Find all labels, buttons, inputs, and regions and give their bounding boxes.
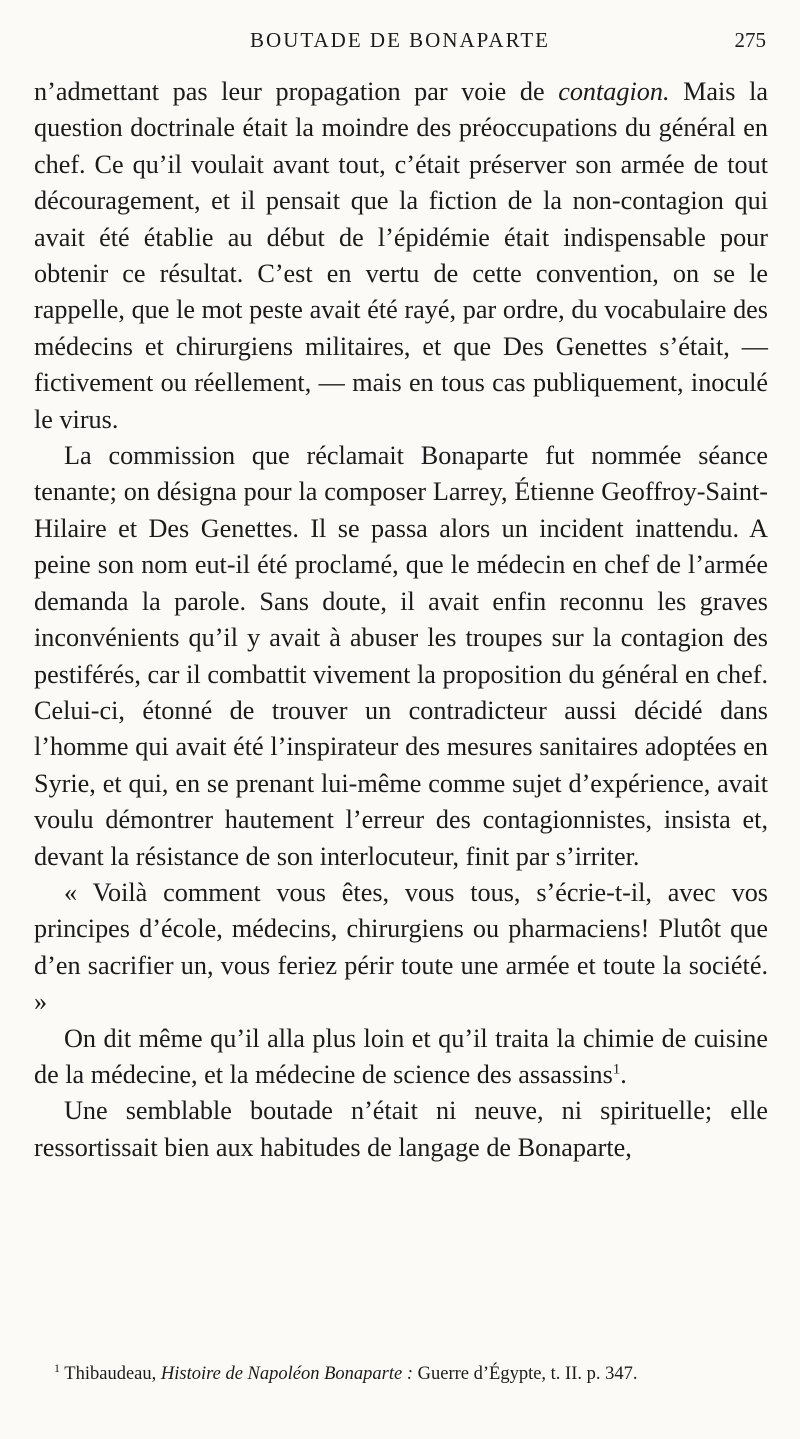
- running-head: BOUTADE DE BONAPARTE: [250, 28, 550, 52]
- paragraph-1: [34, 74, 768, 438]
- page-header: [34, 28, 766, 62]
- paragraph-4-end: .: [620, 1059, 627, 1089]
- footnote-reference-text: Guerre d’Égypte, t. II. p. 347.: [413, 1364, 638, 1384]
- paragraph-5: Une semblable boutade n’était ni neuve, ni spirituelle; elle ressortissait bien aux habitudes de langage de Bonaparte,: [34, 1096, 768, 1162]
- paragraph-1-text-b: Mais la question doctrinale était la moindre des préoccupations du général en chef. Ce qu’il voulait avant tout, c’était préserver son armée de tout découragement, et il pensait que la fiction de la non-contagion qui avait été établie au début de l’épidémie était indispensable pour obtenir ce résultat. C’est en vertu de cette convention, on se le rappelle, que le mot peste avait été rayé, par ordre, du vocabulaire des médecins et chirurgiens militaires, et que Des Genettes s’était, — fictivement ou réellement, — mais en tous cas publiquement, inoculé le virus.: [34, 77, 768, 434]
- paragraph-2: La commission que réclamait Bonaparte fut nommée séance tenante; on désigna pour la composer Larrey, Étienne Geoffroy-Saint-Hilaire et Des Genettes. Il se passa alors un incident inattendu. A peine son nom eut-il été proclamé, que le médecin en chef de l’armée demanda la parole. Sans doute, il avait enfin reconnu les graves inconvénients qu’il y avait à abuser les troupes sur la contagion des pestiférés, car il combattit vivement la proposition du général en chef. Celui-ci, étonné de trouver un contradicteur aussi décidé dans l’homme qui avait été l’inspirateur des mesures sanitaires adoptées en Syrie, et qui, en se prenant lui-même comme sujet d’expérience, avait voulu démontrer hautement l’erreur des contagionnistes, insista et, devant la résistance de son interlocuteur, finit par s’irriter.: [34, 441, 768, 871]
- footnote-marker: 1: [54, 1360, 60, 1375]
- paragraph-3-quote: « Voilà comment vous êtes, vous tous, s’écrie-t-il, avec vos principes d’école, médecins, chirurgiens ou pharmaciens! Plutôt que d’en sacrifier un, vous feriez périr toute une armée et toute la société. »: [34, 877, 768, 1017]
- paragraph-4-text: On dit même qu’il alla plus loin et qu’il traita la chimie de cuisine de la médecine, et la médecine de science des assassins: [34, 1023, 768, 1089]
- footnote-title: Histoire de Napoléon Bonaparte :: [160, 1364, 413, 1384]
- footnote-author: Thibaudeau,: [60, 1364, 161, 1384]
- page-number: 275: [734, 28, 766, 52]
- footnote: [34, 1362, 766, 1386]
- paragraph-1-text-a: n’admettant pas leur propagation par voie de: [34, 77, 559, 106]
- body-text: [34, 74, 768, 1166]
- paragraph-4: [34, 1021, 768, 1094]
- paragraph-1-italic: contagion.: [558, 77, 670, 106]
- footnote-reference[interactable]: 1: [612, 1061, 621, 1078]
